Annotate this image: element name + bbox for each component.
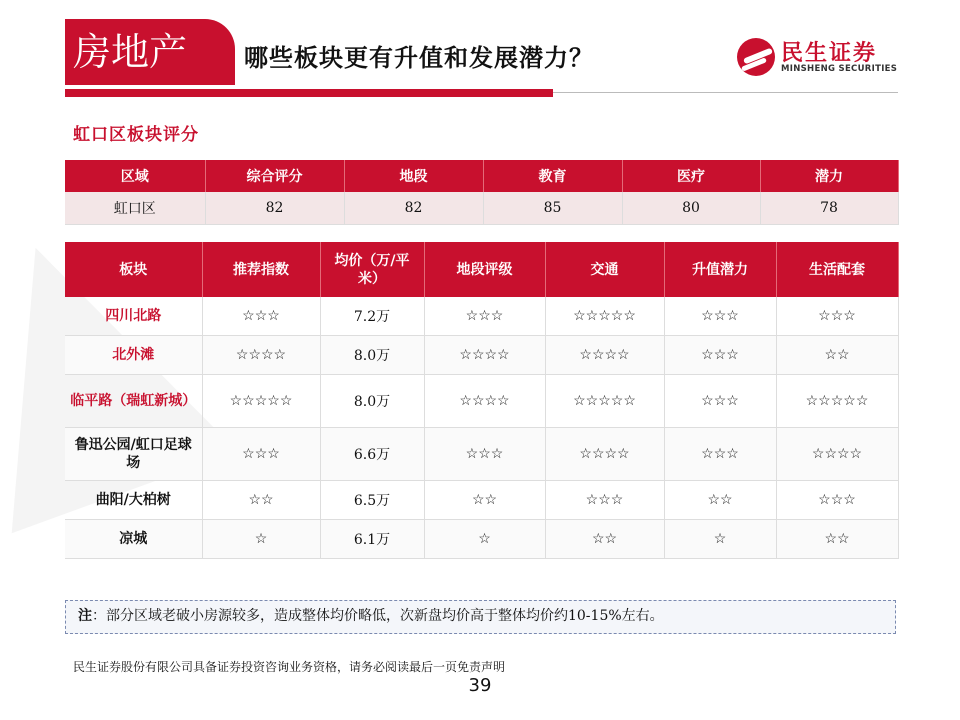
table-cell: 8.0万: [320, 336, 424, 375]
table-row: [65, 428, 898, 481]
summary-header-row: [65, 160, 898, 192]
table-cell: ☆☆: [424, 481, 545, 520]
detail-header-cell: 生活配套: [776, 242, 898, 297]
detail-header-cell: 板块: [65, 242, 202, 297]
table-row: [65, 520, 898, 559]
summary-cell: 85: [483, 192, 622, 225]
table-cell: ☆☆☆: [424, 297, 545, 336]
table-cell: ☆☆☆☆: [202, 336, 320, 375]
table-cell: ☆: [424, 520, 545, 559]
table-cell: 6.5万: [320, 481, 424, 520]
summary-header-cell: 区域: [65, 160, 205, 192]
summary-header-cell: 地段: [344, 160, 483, 192]
table-cell: 6.6万: [320, 428, 424, 481]
table-cell: ☆☆☆☆☆: [545, 297, 664, 336]
page-number: 39: [468, 675, 492, 696]
table-cell: ☆☆☆: [664, 428, 776, 481]
footnote-label: 注: [78, 608, 92, 624]
section-subtitle: 虹口区板块评分: [73, 125, 199, 145]
detail-header-cell: 均价（万/平米）: [320, 242, 424, 297]
table-cell: ☆☆: [202, 481, 320, 520]
table-cell: ☆☆☆☆☆: [202, 375, 320, 428]
table-row: [65, 481, 898, 520]
table-cell: 7.2万: [320, 297, 424, 336]
block-name: 曲阳/大柏树: [65, 481, 202, 520]
footnote-text: ：部分区域老破小房源较多，造成整体均价略低，次新盘均价高于整体均价约10-15%左右。: [92, 608, 664, 624]
detail-header-cell: 升值潜力: [664, 242, 776, 297]
table-cell: ☆☆: [664, 481, 776, 520]
summary-cell: 虹口区: [65, 192, 205, 225]
table-cell: ☆☆☆☆☆: [776, 375, 898, 428]
table-cell: ☆☆☆☆: [424, 336, 545, 375]
block-name: 四川北路: [65, 297, 202, 336]
table-row: [65, 375, 898, 428]
table-cell: ☆☆☆: [202, 428, 320, 481]
summary-header-cell: 潜力: [760, 160, 898, 192]
summary-table: [65, 160, 899, 225]
detail-table: [65, 242, 899, 559]
detail-header-cell: 地段评级: [424, 242, 545, 297]
logo-mark-icon: [737, 38, 775, 76]
table-cell: ☆☆☆: [202, 297, 320, 336]
block-name: 临平路（瑞虹新城）: [65, 375, 202, 428]
footnote-box: [65, 600, 896, 634]
table-cell: ☆☆☆: [664, 336, 776, 375]
table-cell: ☆☆☆☆☆: [545, 375, 664, 428]
summary-cell: 78: [760, 192, 898, 225]
summary-cell: 82: [205, 192, 344, 225]
title-underline: [65, 89, 553, 97]
table-cell: ☆☆☆☆: [424, 375, 545, 428]
block-name: 鲁迅公园/虹口足球场: [65, 428, 202, 481]
table-cell: ☆☆: [776, 336, 898, 375]
title-divider: [553, 92, 898, 93]
table-cell: ☆☆☆: [664, 297, 776, 336]
table-cell: ☆☆☆: [776, 297, 898, 336]
disclaimer-text: 民生证券股份有限公司具备证券投资咨询业务资格，请务必阅读最后一页免责声明: [73, 660, 506, 674]
block-name: 凉城: [65, 520, 202, 559]
detail-header-row: [65, 242, 898, 297]
table-cell: ☆☆: [545, 520, 664, 559]
table-cell: ☆☆☆☆: [545, 428, 664, 481]
table-cell: 8.0万: [320, 375, 424, 428]
summary-row: [65, 192, 898, 225]
table-cell: ☆☆☆☆: [776, 428, 898, 481]
table-cell: ☆☆☆☆: [545, 336, 664, 375]
table-cell: 6.1万: [320, 520, 424, 559]
table-cell: ☆☆☆: [776, 481, 898, 520]
summary-cell: 82: [344, 192, 483, 225]
logo-text-en: MINSHENG SECURITIES: [781, 64, 898, 74]
table-cell: ☆☆☆: [545, 481, 664, 520]
summary-header-cell: 综合评分: [205, 160, 344, 192]
detail-header-cell: 推荐指数: [202, 242, 320, 297]
company-logo: [737, 36, 907, 80]
table-row: [65, 336, 898, 375]
logo-text-cn: 民生证券: [781, 41, 878, 66]
table-row: [65, 297, 898, 336]
page-title: 哪些板块更有升值和发展潜力？: [244, 44, 594, 72]
summary-header-cell: 医疗: [622, 160, 760, 192]
table-cell: ☆☆☆: [424, 428, 545, 481]
summary-header-cell: 教育: [483, 160, 622, 192]
section-tag: 房地产: [65, 19, 235, 85]
block-name: 北外滩: [65, 336, 202, 375]
summary-cell: 80: [622, 192, 760, 225]
table-cell: ☆: [202, 520, 320, 559]
detail-header-cell: 交通: [545, 242, 664, 297]
table-cell: ☆☆☆: [664, 375, 776, 428]
table-cell: ☆: [664, 520, 776, 559]
table-cell: ☆☆: [776, 520, 898, 559]
